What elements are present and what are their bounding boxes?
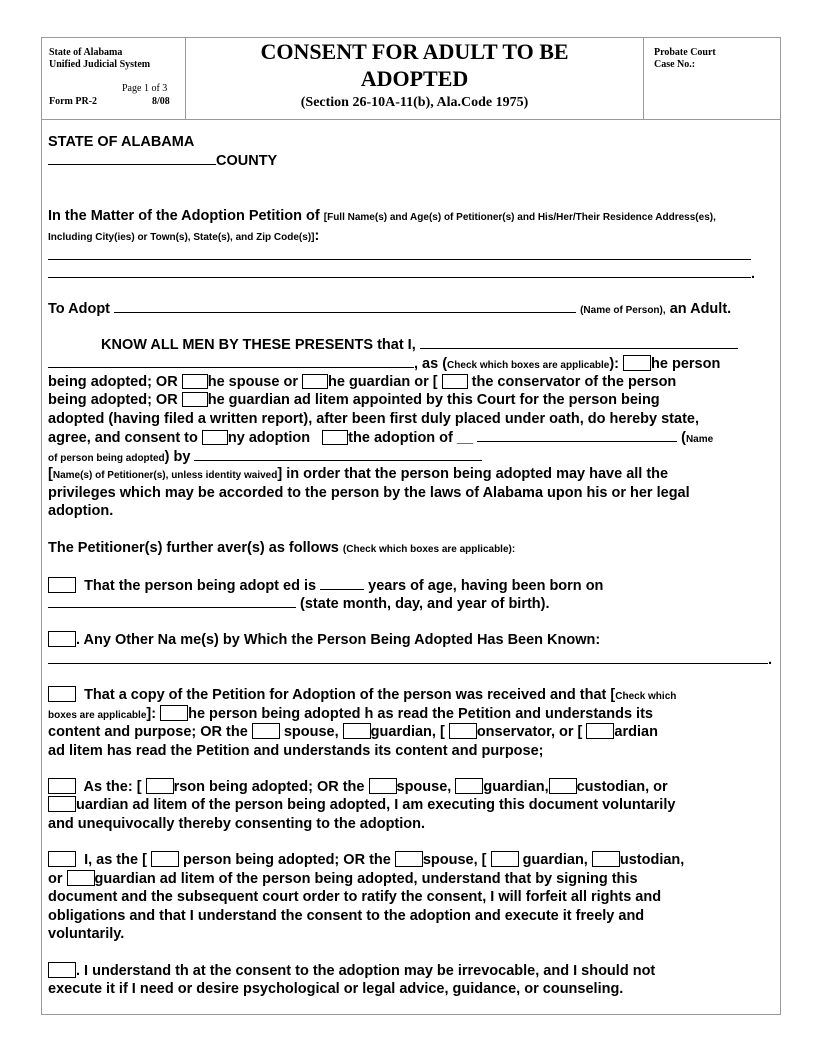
as-text-f: uardian ad litem of the person being adopted, I am executing this document voluntarily bbox=[76, 797, 676, 813]
copy-checkbox[interactable] bbox=[48, 686, 76, 702]
adoptee-name-field-2[interactable] bbox=[477, 428, 677, 442]
as-text-b: rson being adopted; OR the bbox=[173, 779, 365, 795]
understand-checkbox[interactable] bbox=[48, 962, 76, 978]
copy-text-g: onservator, or [ bbox=[476, 724, 583, 740]
i-text-b: person being adopted; OR the bbox=[182, 852, 391, 868]
other-name-text: . Any Other Na me(s) by Which the Person Being Adopted Has Been Known: bbox=[76, 632, 601, 648]
case-number-label: Case No.: bbox=[654, 59, 696, 70]
p1-line-3 bbox=[48, 391, 660, 409]
p1-text-h: ny adoption bbox=[227, 430, 311, 446]
i-line-3: document and the subsequent court order to ratify the consent, I will forfeit all rights and bbox=[48, 889, 662, 905]
i-line-1 bbox=[48, 851, 684, 869]
p1-text-b: he spouse or bbox=[207, 374, 298, 390]
p1-bracket: [ bbox=[48, 466, 53, 482]
header-title-cell bbox=[186, 38, 643, 119]
as-custodian-checkbox[interactable] bbox=[549, 778, 577, 794]
know-all-text: KNOW ALL MEN BY THESE PRESENTS that I, bbox=[101, 337, 416, 353]
as-person-checkbox[interactable] bbox=[146, 778, 174, 794]
aver-text: The Petitioner(s) further aver(s) as follows bbox=[48, 540, 339, 556]
copy-conservator-checkbox[interactable] bbox=[449, 723, 477, 739]
copy-gal-checkbox[interactable] bbox=[586, 723, 614, 739]
i-guardian-checkbox[interactable] bbox=[491, 851, 519, 867]
form-number: Form PR-2 bbox=[49, 96, 98, 107]
copy-line-3 bbox=[48, 723, 658, 741]
i-line-4: obligations and that I understand the consent to the adoption and execute it freely and bbox=[48, 908, 645, 924]
i-custodian-checkbox[interactable] bbox=[592, 851, 620, 867]
other-name-line bbox=[48, 631, 600, 649]
matter-note-1: [Full Name(s) and Age(s) of Petitioner(s) and His/Her/Their Residence Address(es), bbox=[323, 212, 716, 223]
an-adult-label: an Adult. bbox=[669, 301, 732, 317]
age-checkbox[interactable] bbox=[48, 577, 76, 593]
form-revision: 8/08 bbox=[152, 96, 170, 107]
i-text-c: spouse, [ bbox=[422, 852, 487, 868]
as-text-c: spouse, bbox=[396, 779, 452, 795]
i-checkbox[interactable] bbox=[48, 851, 76, 867]
copy-person-checkbox[interactable] bbox=[160, 705, 188, 721]
guardian-ad-litem-checkbox[interactable] bbox=[182, 392, 208, 407]
court-name: Probate Court bbox=[654, 47, 716, 58]
matter-line bbox=[48, 207, 716, 227]
birth-line bbox=[48, 594, 550, 613]
spouse-checkbox[interactable] bbox=[182, 374, 208, 389]
aver-line bbox=[48, 539, 515, 559]
age-field[interactable] bbox=[320, 576, 364, 590]
p1-text-g: agree, and consent to bbox=[48, 430, 198, 446]
i-text-a: I, as the [ bbox=[84, 852, 147, 868]
p1-text-i: the adoption of __ bbox=[348, 430, 474, 446]
p1-text-k: ] in order that the person being adopted may have all the bbox=[277, 466, 669, 482]
birth-text: (state month, day, and year of birth). bbox=[300, 596, 550, 612]
p1-line-8: privileges which may be accorded to the person by the laws of Alabama upon his or her legal bbox=[48, 485, 690, 501]
as-guardian-checkbox[interactable] bbox=[455, 778, 483, 794]
copy-text-a: That a copy of the Petition for Adoption of the person was received and that [ bbox=[84, 687, 616, 703]
matter-note-2: Including City(ies) or Town(s), State(s), and Zip Code(s)] bbox=[48, 232, 315, 243]
p1-name-note: Name bbox=[685, 434, 714, 445]
form-citation: (Section 26-10A-11(b), Ala.Code 1975) bbox=[300, 95, 529, 110]
understand-line-2: execute it if I need or desire psychological or legal advice, guidance, or counseling. bbox=[48, 981, 624, 997]
age-text-a: That the person being adopt ed is bbox=[84, 578, 317, 594]
judicial-system: Unified Judicial System bbox=[49, 59, 151, 70]
as-gal-checkbox[interactable] bbox=[48, 796, 76, 812]
copy-text-h: ardian bbox=[614, 724, 658, 740]
form-title-line1: CONSENT FOR ADULT TO BE bbox=[260, 39, 569, 64]
copy-text-e: spouse, bbox=[283, 724, 339, 740]
as-text-e: custodian, or bbox=[576, 779, 668, 795]
he-person-text: he person bbox=[651, 356, 721, 372]
declarant-name-field[interactable] bbox=[420, 335, 738, 349]
copy-line-1 bbox=[48, 686, 676, 706]
p1-text-e: being adopted; OR bbox=[48, 392, 178, 408]
header-left-cell bbox=[42, 38, 186, 119]
i-text-d: guardian, bbox=[522, 852, 588, 868]
county-line bbox=[48, 151, 277, 170]
p1-line-4: adopted (having filed a written report), after been first duly placed under oath, do hereby state, bbox=[48, 411, 699, 427]
age-text-b: years of age, having been born on bbox=[368, 578, 604, 594]
state-name: State of Alabama bbox=[49, 47, 123, 58]
copy-note-2: boxes are applicable bbox=[48, 710, 147, 721]
p1-line-2 bbox=[48, 373, 676, 391]
p1-text-d: the conservator of the person bbox=[471, 374, 677, 390]
understand-line-1 bbox=[48, 962, 655, 980]
aver-note: (Check which boxes are applicable): bbox=[342, 544, 516, 555]
p1-line-7 bbox=[48, 465, 668, 485]
matter-label: In the Matter of the Adoption Petition of bbox=[48, 208, 320, 224]
petitioner-field-1[interactable] bbox=[48, 246, 751, 265]
know-all-line bbox=[101, 335, 738, 354]
copy-line-2 bbox=[48, 705, 653, 725]
county-label: COUNTY bbox=[216, 153, 278, 169]
petitioner-name-field[interactable] bbox=[194, 447, 482, 461]
county-field[interactable] bbox=[48, 151, 216, 165]
as-text-a: As the: [ bbox=[83, 779, 142, 795]
header-right-cell bbox=[643, 38, 781, 119]
p1-line-5 bbox=[48, 428, 713, 449]
as-line-2 bbox=[48, 796, 675, 814]
state-heading: STATE OF ALABAMA bbox=[48, 134, 195, 150]
adoptee-name-field[interactable] bbox=[114, 299, 576, 313]
as-text-d: guardian, bbox=[483, 779, 549, 795]
copy-guardian-checkbox[interactable] bbox=[343, 723, 371, 739]
p1-line-9: adoption. bbox=[48, 503, 114, 519]
to-adopt-line bbox=[48, 299, 731, 320]
as-text: , as ( bbox=[414, 356, 448, 372]
form-header bbox=[41, 37, 781, 120]
declarant-name-field-2[interactable] bbox=[48, 354, 414, 368]
p1-person-note: of person being adopted bbox=[48, 453, 165, 464]
as-spouse-checkbox[interactable] bbox=[369, 778, 397, 794]
i-text-f: or bbox=[48, 871, 63, 887]
copy-text-d: content and purpose; OR the bbox=[48, 724, 248, 740]
page-number: Page 1 of 3 bbox=[122, 83, 168, 94]
age-line bbox=[48, 576, 603, 595]
p1-text-c: he guardian or [ bbox=[328, 374, 438, 390]
other-name-checkbox[interactable] bbox=[48, 631, 76, 647]
copy-note: Check which bbox=[615, 691, 677, 702]
as-line-1 bbox=[48, 778, 668, 796]
copy-text-b: ]: bbox=[146, 706, 157, 722]
i-text-e: ustodian, bbox=[619, 852, 685, 868]
petitioner-field-2[interactable]: . bbox=[48, 264, 755, 283]
i-line-2 bbox=[48, 870, 638, 888]
as-checkbox[interactable] bbox=[48, 778, 76, 794]
i-text-g: guardian ad litem of the person being adopted, understand that by signing this bbox=[94, 871, 638, 887]
name-of-person-label: (Name of Person), bbox=[580, 305, 666, 316]
copy-text-c: he person being adopted h as read the Petition and understands its bbox=[188, 706, 653, 722]
any-adoption-checkbox[interactable] bbox=[202, 430, 228, 445]
p1-by-text: ) by bbox=[164, 449, 191, 465]
i-line-5: voluntarily. bbox=[48, 926, 125, 942]
p1-text-j: ( bbox=[681, 430, 686, 446]
copy-line-4: ad litem has read the Petition and understands its content and purpose; bbox=[48, 743, 544, 759]
check-which-note: Check which boxes are applicable bbox=[447, 360, 610, 371]
as-line-3: and unequivocally thereby consenting to the adoption. bbox=[48, 816, 426, 832]
form-title-line2: ADOPTED bbox=[360, 66, 469, 91]
p1-text-f: he guardian ad litem appointed by this Court for the person being bbox=[207, 392, 660, 408]
matter-colon: : bbox=[314, 228, 320, 244]
other-name-field[interactable]: . bbox=[48, 650, 772, 669]
i-gal-checkbox[interactable] bbox=[67, 870, 95, 886]
i-person-checkbox[interactable] bbox=[151, 851, 179, 867]
p1-text-a: being adopted; OR bbox=[48, 374, 178, 390]
conservator-checkbox[interactable] bbox=[442, 374, 468, 389]
guardian-checkbox[interactable] bbox=[302, 374, 328, 389]
person-adopted-checkbox[interactable] bbox=[623, 355, 651, 371]
to-adopt-label: To Adopt bbox=[48, 301, 111, 317]
i-spouse-checkbox[interactable] bbox=[395, 851, 423, 867]
copy-spouse-checkbox[interactable] bbox=[252, 723, 280, 739]
matter-line-2 bbox=[48, 227, 319, 247]
p1-line-1: , as (Check which boxes are applicable): he person bbox=[48, 354, 720, 375]
p1-petitioner-note: Name(s) of Petitioner(s), unless identity waived bbox=[52, 470, 278, 481]
specific-adoption-checkbox[interactable] bbox=[322, 430, 348, 445]
copy-text-f: guardian, [ bbox=[370, 724, 445, 740]
understand-text-a: . I understand th at the consent to the adoption may be irrevocable, and I should not bbox=[76, 963, 656, 979]
birth-date-field[interactable] bbox=[48, 594, 296, 608]
